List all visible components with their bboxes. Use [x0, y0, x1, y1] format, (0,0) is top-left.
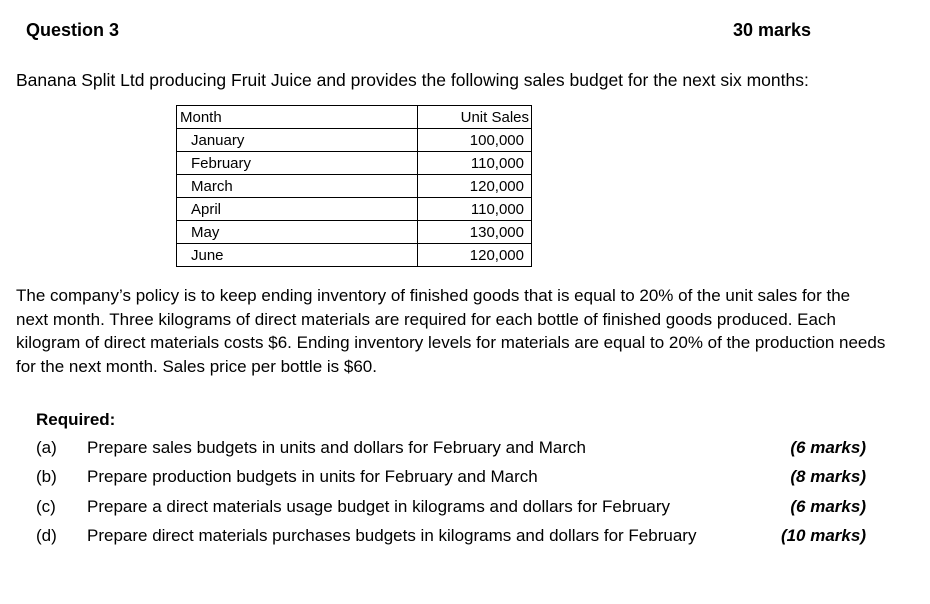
table-row [177, 244, 532, 267]
requirement-marks: (8 marks) [790, 467, 866, 486]
unit-sales-header: Unit Sales [418, 106, 532, 129]
month-cell: January [177, 129, 418, 152]
units-cell: 120,000 [418, 244, 532, 267]
units-cell: 110,000 [418, 198, 532, 221]
table-header-row [177, 106, 532, 129]
requirement-item [36, 438, 866, 462]
requirement-text: Prepare production budgets in units for February and March [87, 467, 538, 486]
units-cell: 120,000 [418, 175, 532, 198]
month-cell: March [177, 175, 418, 198]
table-row [177, 152, 532, 175]
units-cell: 110,000 [418, 152, 532, 175]
requirement-marks: (6 marks) [790, 497, 866, 516]
month-cell: April [177, 198, 418, 221]
requirement-letter: (a) [36, 438, 57, 457]
units-cell: 100,000 [418, 129, 532, 152]
month-cell: June [177, 244, 418, 267]
intro-text: Banana Split Ltd producing Fruit Juice and provides the following sales budget for the next six months: [16, 70, 809, 90]
required-heading: Required: [36, 410, 116, 429]
units-cell: 130,000 [418, 221, 532, 244]
table-row [177, 175, 532, 198]
requirement-text: Prepare sales budgets in units and dollars for February and March [87, 438, 586, 457]
requirement-marks: (10 marks) [780, 526, 866, 545]
requirement-letter: (b) [36, 467, 57, 486]
table-row [177, 129, 532, 152]
month-cell: February [177, 152, 418, 175]
requirement-letter: (c) [36, 497, 56, 516]
requirement-text: Prepare direct materials purchases budgets in kilograms and dollars for February [87, 526, 697, 545]
month-cell: May [177, 221, 418, 244]
requirement-letter: (d) [36, 526, 57, 545]
requirement-item [36, 467, 866, 491]
policy-paragraph: The company’s policy is to keep ending inventory of finished goods that is equal to 20% of the unit sales for the next month. Three kilograms of direct materials are required for each bottle of finished goods produced. Each kilogram of direct materials costs $6. Ending inventory levels for materials are equal to 20% of the production needs for the next month. Sales price per bottle is $60. [16, 286, 886, 376]
month-header: Month [177, 106, 418, 129]
requirement-text: Prepare a direct materials usage budget in kilograms and dollars for February [87, 497, 671, 516]
requirement-item [36, 526, 866, 550]
total-marks: 30 marks [733, 20, 812, 40]
table-row [177, 221, 532, 244]
requirement-marks: (6 marks) [790, 438, 866, 457]
table-row [177, 198, 532, 221]
requirement-item [36, 497, 866, 521]
question-title: Question 3 [26, 20, 120, 40]
sales-budget-table [176, 105, 532, 267]
